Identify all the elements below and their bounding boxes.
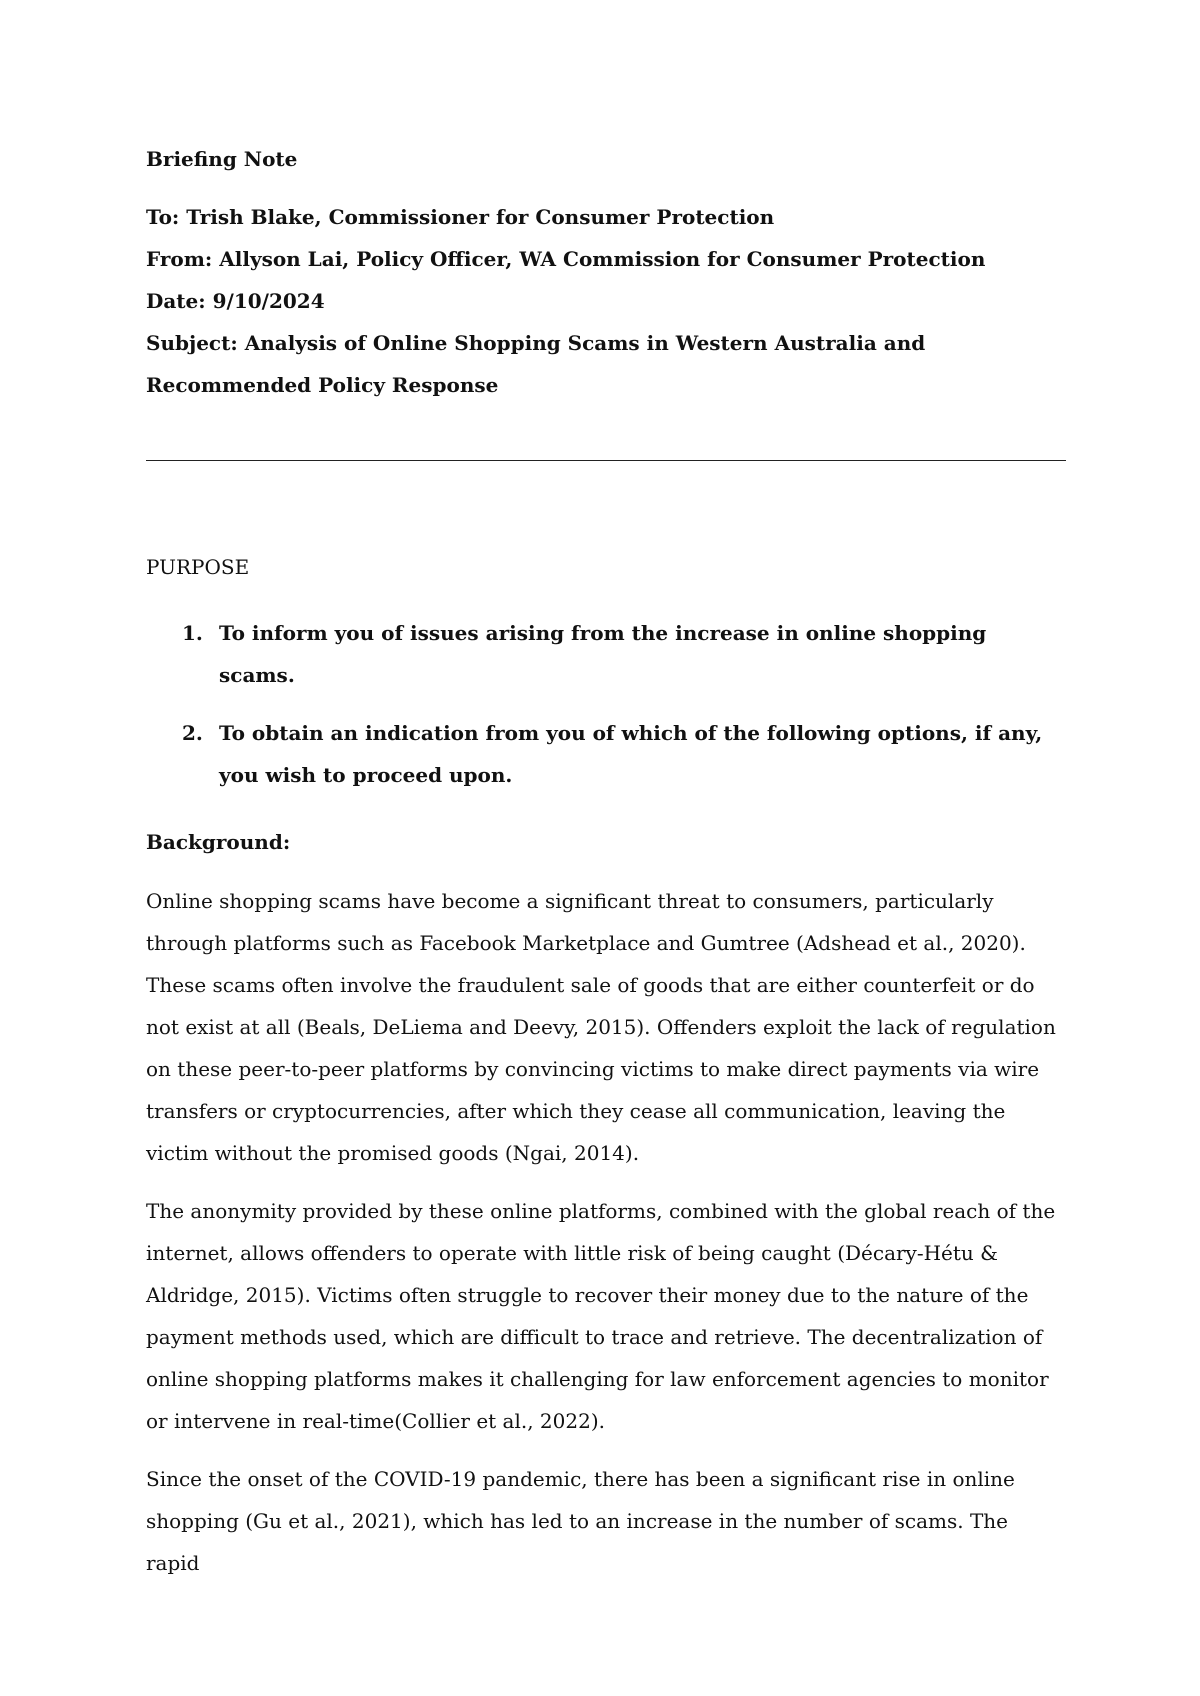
subject-line: Subject: Analysis of Online Shopping Scams in Western Australia and Recommended Policy Response <box>146 331 926 397</box>
purpose-item <box>146 612 1066 696</box>
date-line: Date: 9/10/2024 <box>146 289 325 313</box>
from-line: From: Allyson Lai, Policy Officer, WA Commission for Consumer Protection <box>146 247 986 271</box>
background-paragraph: The anonymity provided by these online platforms, combined with the global reach of the internet, allows offenders to operate with little risk of being caught (Décary-Hétu & Aldridge, 2015). Victims often struggle to recover their money due to the nature of the payment methods used, which are difficult to trace and retrieve. The decentralization of online shopping platforms makes it challenging for law enforcement agencies to monitor or intervene in real-time(Collier et al., 2022). <box>146 1199 1056 1433</box>
background-body <box>146 880 1066 1600</box>
horizontal-divider <box>146 460 1066 461</box>
purpose-item-text: To obtain an indication from you of which of the following options, if any, you wish to proceed upon. <box>219 721 1043 787</box>
background-paragraph: Online shopping scams have become a significant threat to consumers, particularly through platforms such as Facebook Marketplace and Gumtree (Adshead et al., 2020). These scams often involve the fraudulent sale of goods that are either counterfeit or do not exist at all (Beals, DeLiema and Deevy, 2015). Offenders exploit the lack of regulation on these peer-to-peer platforms by convincing victims to make direct payments via wire transfers or cryptocurrencies, after which they cease all communication, leaving the victim without the promised goods (Ngai, 2014). <box>146 889 1056 1165</box>
purpose-heading: PURPOSE <box>146 555 250 579</box>
background-heading: Background: <box>146 830 291 854</box>
purpose-item-number: 1. <box>182 621 203 645</box>
purpose-item <box>146 712 1066 796</box>
purpose-item-text: To inform you of issues arising from the increase in online shopping scams. <box>219 621 987 687</box>
to-line: To: Trish Blake, Commissioner for Consumer Protection <box>146 205 775 229</box>
purpose-list <box>146 612 1066 812</box>
memo-header <box>146 203 1066 420</box>
document-heading: Briefing Note <box>146 147 298 171</box>
background-paragraph: Since the onset of the COVID-19 pandemic, there has been a significant rise in online shopping (Gu et al., 2021), which has led to an increase in the number of scams. The rapid <box>146 1467 1015 1575</box>
purpose-item-number: 2. <box>182 721 203 745</box>
